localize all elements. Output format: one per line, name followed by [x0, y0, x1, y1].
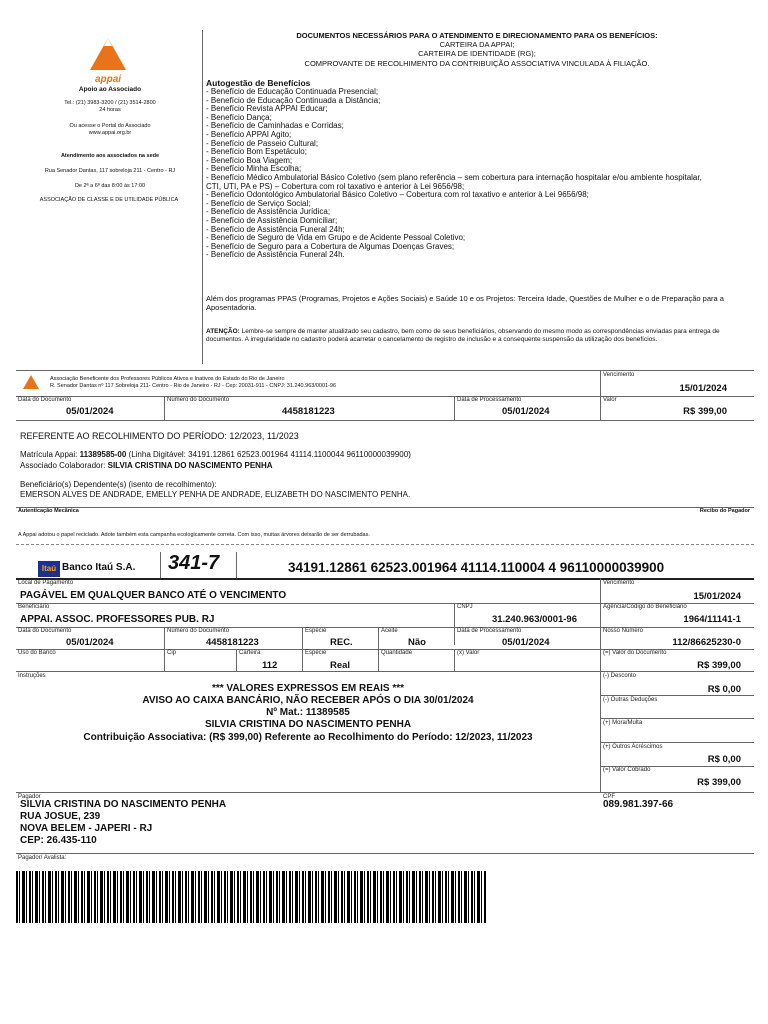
bank-name: Banco Itaú S.A.	[62, 562, 136, 573]
receipt-doc-number-label: Número do Documento	[167, 397, 230, 403]
species2-value: Real	[330, 660, 351, 671]
doc-value: R$ 399,00	[697, 660, 741, 671]
receipt-value: R$ 399,00	[683, 406, 727, 417]
charged-label: (=) Valor Cobrado	[603, 767, 651, 773]
species-value: REC.	[330, 637, 353, 648]
boleto-col	[454, 649, 455, 671]
instruction-3: Nº Mat.: 11389585	[266, 707, 350, 718]
linha-digitavel: (Linha Digitável: 34191.12861 62523.001964 41114.1100044 96110000039900)	[126, 450, 411, 459]
colaborador-prefix: Associado Colaborador:	[20, 461, 108, 470]
dependents-label: Beneficiário(s) Dependente(s) (isento de recolhimento):	[20, 480, 217, 489]
docs-line-1: CARTEIRA DA APPAI;	[439, 40, 515, 49]
deductions-label: (-) Outras Deduções	[603, 697, 658, 703]
benefit-item: - Benefício Boa Viagem;	[206, 155, 293, 165]
boleto-col	[454, 603, 455, 645]
appai-small-logo	[22, 374, 40, 392]
benefit-item: - Benefício de Caminhadas e Corridas;	[206, 121, 344, 131]
benefit-item: - Benefício de Passeio Cultural;	[206, 138, 319, 148]
benefit-item: - Benefício Dança;	[206, 112, 272, 122]
attendance-address: Rua Senador Dantas, 117 sobreloja 211 - Centro - RJ	[44, 168, 176, 174]
matricula-number: 11389585-00	[79, 450, 127, 459]
doc-number-label: Número do Documento	[167, 628, 230, 634]
boleto-line	[600, 718, 754, 719]
cpf-value: 089.981.397-66	[603, 799, 674, 810]
benefit-item: CTI, UTI, PA e PS) – Cobertura com rol taxativo e anterior à Lei 9656/98;	[206, 181, 465, 191]
benefit-item: - Benefício Revista APPAI Educar;	[206, 104, 328, 114]
fine-label: (+) Mora/Multa	[603, 720, 643, 726]
docs-line-2: CARTEIRA DE IDENTIDADE (RG);	[418, 49, 536, 58]
appai-wordmark: appai	[94, 74, 122, 85]
programs-text: Além dos programas PPAS (Programas, Projetos e Ações Sociais) e Saúde 10 e os Projetos: Terceira Idade, Questões de Mulher e o de Preparação para a Aposentadoria.	[206, 294, 724, 312]
wallet-value: 112	[262, 660, 278, 671]
receipt-row-line	[16, 396, 754, 397]
payer-street: RUA JOSUE, 239	[20, 811, 101, 822]
support-hours: 24 horas	[99, 107, 121, 113]
beneficiary-label: Beneficiário	[18, 604, 50, 610]
benefit-item: - Benefício de Assistência Jurídica;	[206, 207, 331, 217]
guarantor-label: Pagador/ Avalista:	[18, 855, 67, 861]
instructions-label: Instruções	[18, 673, 46, 679]
receipt-proc-date-label: Data de Processamento	[457, 397, 522, 403]
top-divider	[202, 30, 203, 364]
additions-value: R$ 0,00	[707, 754, 741, 765]
doc-value-label: (=) Valor do Documento	[603, 650, 667, 656]
quantity-label: Quantidade	[381, 650, 413, 656]
attention-label: ATENÇÃO:	[206, 328, 240, 335]
benefit-item: - Benefício de Assistência Funeral 24h.	[206, 250, 345, 260]
benefit-item: - Benefício de Assistência Domiciliar;	[206, 215, 338, 225]
receipt-due-date: 15/01/2024	[679, 383, 727, 394]
boleto-line	[600, 695, 754, 696]
instruction-1: *** VALORES EXPRESSOS EM REAIS ***	[211, 683, 405, 694]
benefit-item: - Benefício de Educação Continuada Presencial;	[206, 87, 379, 96]
benefit-item: - Benefício APPAI Agito;	[206, 129, 292, 139]
boleto-line	[16, 853, 754, 854]
bank-use-label: Uso do Banco	[18, 650, 56, 656]
benefit-item: - Benefício Médico Ambulatorial Básico Coletivo (sem plano referência – sem cobertura para internação hospitalar e/ou ambiente hospitalar,	[206, 172, 702, 182]
attendance-title: Atendimento aos associados na sede	[60, 153, 160, 159]
instruction-2: AVISO AO CAIXA BANCÁRIO, NÃO RECEBER APÓS O DIA 30/01/2024	[142, 695, 474, 706]
due-label: Vencimento	[603, 580, 635, 586]
benefits-title: Autogestão de Benefícios	[206, 78, 311, 88]
receipt-col	[164, 396, 165, 420]
bank-code: 341-7	[168, 552, 220, 574]
doc-date: 05/01/2024	[66, 637, 114, 648]
benefit-item: - Benefício Minha Escolha;	[206, 164, 302, 174]
receipt-top-line	[16, 370, 754, 371]
receipt-doc-date: 05/01/2024	[66, 406, 114, 417]
receipt-matricula	[20, 450, 720, 459]
benefit-item: - Benefício de Assistência Funeral 24h;	[206, 224, 345, 234]
benefit-item: - Benefício Odontológico Ambulatorial Básico Coletivo – Cobertura com rol taxativo e anterior à Lei 9656/98;	[206, 190, 589, 200]
receipt-doc-number: 4458181223	[282, 406, 335, 417]
receipt-address: R. Senador Dantas nº 117 Sobreloja 211- Centro - Rio de Janeiro - RJ - Cep: 20031-911 - CNPJ: 31.240.963/0001-96	[50, 383, 337, 389]
discount-value: R$ 0,00	[707, 684, 741, 695]
receipt-colaborador	[20, 461, 273, 470]
dependents-names: EMERSON ALVES DE ANDRADE, EMELLY PENHA DE ANDRADE, ELIZABETH DO NASCIMENTO PENHA.	[20, 490, 411, 499]
local-value: PAGÁVEL EM QUALQUER BANCO ATÉ O VENCIMENTO	[20, 590, 287, 601]
benefits-list	[206, 88, 752, 260]
our-number-label: Nosso Número	[603, 628, 644, 634]
accept-value: Não	[408, 637, 426, 648]
boleto-line	[600, 742, 754, 743]
support-title: Apoio ao Associado	[78, 86, 142, 93]
cnpj-value: 31.240.963/0001-96	[491, 614, 577, 625]
receipt-company: Associação Beneficente dos Professores Públicos Ativos e Inativos do Estado do Rio de Janeiro	[50, 376, 285, 382]
association-type: ASSOCIAÇÃO DE CLASSE E DE UTILIDADE PÚBLICA	[39, 197, 179, 203]
discount-label: (-) Desconto	[603, 673, 637, 679]
receipt-row-line	[16, 420, 754, 421]
portal-site[interactable]: www.appai.org.br	[88, 130, 132, 136]
attention-text: Lembre-se sempre de manter atualizado seu cadastro, bem como de seus beneficiários, observando do mesmo modo as correspondências enviadas para entrega de documentos. A irregularidade no cadastro poderá acarretar o cancelamento de registro de inclusão e a consequente suspensão da utilização dos benefícios.	[206, 328, 720, 343]
additions-label: (+) Outros Acréscimos	[603, 744, 663, 750]
instruction-4: SILVIA CRISTINA DO NASCIMENTO PENHA	[204, 719, 412, 730]
colaborador-name: SILVIA CRISTINA DO NASCIMENTO PENHA	[107, 461, 273, 470]
receipt-divider	[600, 370, 601, 420]
bank-div	[236, 552, 237, 578]
beneficiary-name: APPAI. ASSOC. PROFESSORES PUB. RJ	[20, 614, 215, 625]
receipt-col	[454, 396, 455, 420]
recibo-pagador: Recibo do Pagador	[699, 508, 750, 514]
wallet-label: Carteira	[239, 650, 261, 656]
bank-div	[160, 552, 161, 578]
boleto-right-col	[600, 578, 601, 792]
payer-district: NOVA BELEM - JAPERI - RJ	[20, 823, 153, 834]
receipt-doc-date-label: Data do Documento	[18, 397, 72, 403]
our-number: 112/86625230-0	[672, 637, 741, 648]
barcode	[16, 871, 486, 923]
cpf-label: CPF	[603, 794, 615, 800]
payer-name: SILVIA CRISTINA DO NASCIMENTO PENHA	[20, 799, 227, 810]
receipt-value-label: Valor	[603, 397, 617, 403]
attendance-schedule: De 2ª a 6ª das 8:00 às 17:00	[74, 183, 146, 189]
matricula-prefix: Matrícula Appai:	[20, 450, 80, 459]
receipt-due-label: Vencimento	[603, 372, 635, 378]
instruction-5: Contribuição Associativa: (R$ 399,00) Referente ao Recolhimento do Período: 12/2023, 11/2023	[83, 732, 533, 743]
benefit-item: - Benefício de Seguro de Vida em Grupo e de Acidente Pessoal Coletivo;	[206, 233, 466, 243]
itau-logo	[38, 561, 60, 577]
boleto-line	[16, 671, 754, 672]
proc-date-label: Data de Processamento	[457, 628, 522, 634]
payer-label: Pagador	[18, 794, 41, 800]
agency-value: 1964/11141-1	[683, 614, 741, 625]
doc-date-label: Data do Documento	[18, 628, 72, 634]
support-phone: Tel.: (21) 3983-3200 / (21) 3514-2800	[64, 100, 156, 106]
proc-date: 05/01/2024	[502, 637, 550, 648]
species2-label: Espécie	[305, 650, 327, 656]
boleto-line	[16, 578, 754, 580]
cut-line	[16, 544, 754, 545]
itau-logo-text: Itaú	[41, 564, 57, 573]
benefit-item: - Benefício Bom Espetáculo;	[206, 147, 307, 157]
boleto-col	[236, 649, 237, 671]
benefit-item: - Benefício de Seguro para a Cobertura de Algumas Doenças Graves;	[206, 241, 455, 251]
benefit-item: - Benefício de Educação Continuada a Distância;	[206, 95, 381, 105]
agency-label: Agência/Código do Beneficiário	[603, 604, 687, 610]
charged-value: R$ 399,00	[697, 777, 741, 788]
docs-line-3: COMPROVANTE DE RECOLHIMENTO DA CONTRIBUIÇÃO ASSOCIATIVA VINCULADA À FILIAÇÃO.	[304, 59, 650, 68]
cnpj-label: CNPJ	[457, 604, 473, 610]
receipt-period: REFERENTE AO RECOLHIMENTO DO PERÍODO: 12/2023, 11/2023	[20, 431, 299, 441]
boleto-linha-digitavel: 34191.12861 62523.001964 41114.110004 4 96110000039900	[288, 560, 665, 575]
local-label: Local de Pagamento	[18, 580, 74, 586]
auth-mecanica: Autenticação Mecânica	[18, 508, 79, 514]
benefit-item: - Benefício de Serviço Social;	[206, 198, 311, 208]
cip-label: Cip	[167, 650, 177, 656]
doc-number: 4458181223	[206, 637, 259, 648]
payer-zip: CEP: 26.435-110	[20, 835, 97, 846]
accept-label: Aceite	[381, 628, 398, 634]
attention-note	[206, 328, 742, 344]
portal-line: Ou acesse o Portal do Associado	[69, 123, 151, 129]
x-value-label: (x) Valor	[457, 650, 480, 656]
receipt-proc-date: 05/01/2024	[502, 406, 550, 417]
docs-title: DOCUMENTOS NECESSÁRIOS PARA O ATENDIMENTO E DIRECIONAMENTO PARA OS BENEFÍCIOS:	[296, 31, 658, 40]
eco-note: A Appai adotou o papel reciclado. Adote também esta campanha ecologicamente correta. Com isso, muitas árvores deixarão de ser derrubadas.	[18, 532, 370, 538]
due-date: 15/01/2024	[693, 591, 741, 602]
species-label: Espécie	[305, 628, 327, 634]
boleto-line	[16, 792, 754, 793]
